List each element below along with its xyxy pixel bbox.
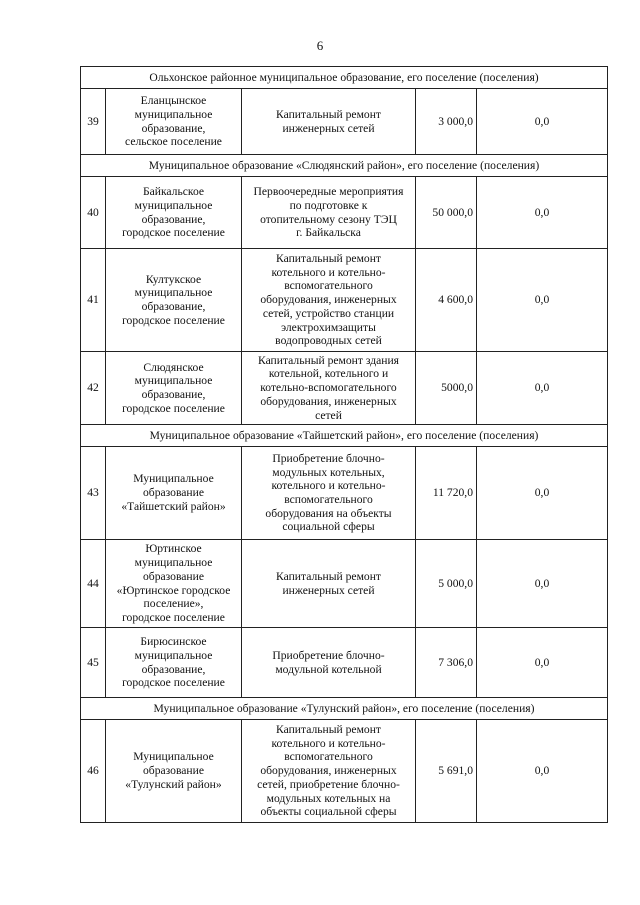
table-row bbox=[81, 177, 608, 249]
municipality-name-line: «Тулунский район» bbox=[125, 777, 222, 791]
table-row bbox=[81, 628, 608, 698]
work-description-line: сетей, устройство станции bbox=[262, 306, 395, 320]
work-description-line: Капитальный ремонт bbox=[276, 107, 381, 121]
value-cell: 0,0 bbox=[477, 89, 608, 155]
work-description bbox=[242, 249, 416, 352]
work-description-line: сетей, приобретение блочно- bbox=[257, 777, 400, 791]
municipality-name-line: образование bbox=[143, 569, 204, 583]
table-row bbox=[81, 720, 608, 823]
municipality-name bbox=[106, 89, 242, 155]
work-description-line: оборудования, инженерных bbox=[260, 764, 397, 778]
work-description-line: объекты социальной сферы bbox=[260, 805, 397, 819]
municipality-name-line: Бирюсинское bbox=[140, 635, 207, 649]
value-cell: 0,0 bbox=[477, 177, 608, 249]
section-row bbox=[81, 425, 608, 447]
section-row bbox=[81, 698, 608, 720]
municipality-name bbox=[106, 720, 242, 823]
work-description-line: вспомогательного bbox=[284, 493, 373, 506]
municipality-name bbox=[106, 628, 242, 698]
section-title: Муниципальное образование «Тулунский район», его поселение (поселения) bbox=[81, 698, 608, 720]
amount-cell: 11 720,0 bbox=[416, 447, 477, 540]
work-description bbox=[242, 628, 416, 698]
municipality-name-line: образование, bbox=[141, 121, 206, 135]
section-row bbox=[81, 155, 608, 177]
funding-table bbox=[80, 66, 608, 823]
amount-cell: 5 000,0 bbox=[416, 540, 477, 628]
work-description-line: сетей bbox=[315, 408, 342, 422]
row-number: 39 bbox=[81, 89, 106, 155]
value-cell: 0,0 bbox=[477, 249, 608, 352]
municipality-name bbox=[106, 249, 242, 352]
municipality-name-line: муниципальное bbox=[134, 286, 213, 300]
municipality-name-line: городское поселение bbox=[122, 676, 225, 690]
municipality-name-line: образование, bbox=[141, 662, 206, 676]
municipality-name-line: Муниципальное bbox=[133, 750, 214, 764]
municipality-name-line: Муниципальное bbox=[133, 472, 214, 486]
section-title: Муниципальное образование «Тайшетский район», его поселение (поселения) bbox=[81, 425, 608, 447]
municipality-name-line: сельское поселение bbox=[125, 135, 222, 149]
row-number: 45 bbox=[81, 628, 106, 698]
work-description-line: оборудования на объекты bbox=[265, 506, 392, 520]
work-description-line: г. Байкальска bbox=[296, 226, 361, 240]
municipality-name-line: городское поселение bbox=[122, 610, 225, 624]
municipality-name-line: муниципальное bbox=[134, 648, 213, 662]
municipality-name-line: городское поселение bbox=[122, 401, 225, 415]
work-description bbox=[242, 352, 416, 425]
work-description-line: Капитальный ремонт bbox=[276, 252, 381, 266]
work-description bbox=[242, 177, 416, 249]
work-description-line: модульных котельных на bbox=[266, 791, 391, 805]
work-description-line: Капитальный ремонт bbox=[276, 569, 381, 583]
work-description-line: оборудования, инженерных bbox=[260, 293, 397, 307]
municipality-name-line: Еланцынское bbox=[140, 94, 207, 108]
amount-cell: 5000,0 bbox=[416, 352, 477, 425]
municipality-name-line: поселение», bbox=[143, 597, 204, 611]
work-description-line: электрохимзащиты bbox=[281, 320, 376, 334]
work-description bbox=[242, 720, 416, 823]
work-description-line: котельной, котельного и bbox=[268, 367, 389, 381]
table-body bbox=[81, 67, 608, 823]
work-description-line: инженерных сетей bbox=[282, 121, 375, 135]
work-description-line: отопительному сезону ТЭЦ bbox=[260, 212, 397, 226]
work-description bbox=[242, 89, 416, 155]
value-cell: 0,0 bbox=[477, 447, 608, 540]
table-row bbox=[81, 249, 608, 352]
municipality-name-line: Байкальское bbox=[142, 185, 205, 199]
municipality-name-line: «Тайшетский район» bbox=[121, 499, 226, 513]
work-description bbox=[242, 447, 416, 540]
page-number: 6 bbox=[316, 38, 324, 53]
row-number: 44 bbox=[81, 540, 106, 628]
table-row bbox=[81, 447, 608, 540]
municipality-name bbox=[106, 177, 242, 249]
work-description-line: социальной сферы bbox=[282, 520, 375, 534]
work-description-line: котельного и котельно- bbox=[271, 479, 386, 493]
table-row bbox=[81, 540, 608, 628]
work-description bbox=[242, 540, 416, 628]
work-description-line: по подготовке к bbox=[289, 198, 368, 212]
work-description-line: водопроводных сетей bbox=[275, 334, 382, 348]
work-description-line: оборудования, инженерных bbox=[260, 394, 397, 408]
municipality-name-line: образование, bbox=[141, 300, 206, 313]
work-description-line: котельно-вспомогательного bbox=[260, 381, 397, 395]
work-description-line: модульных котельных, bbox=[272, 465, 385, 479]
table-row bbox=[81, 89, 608, 155]
work-description-line: Приобретение блочно- bbox=[272, 451, 385, 465]
row-number: 40 bbox=[81, 177, 106, 249]
municipality-name-line: образование, bbox=[141, 388, 206, 401]
work-description-line: Первоочередные мероприятия bbox=[253, 185, 404, 199]
municipality-name-line: Юртинское bbox=[145, 542, 202, 556]
municipality-name-line: Култукское bbox=[145, 272, 202, 286]
work-description-line: вспомогательного bbox=[284, 279, 373, 293]
municipality-name-line: муниципальное bbox=[134, 107, 213, 121]
value-cell: 0,0 bbox=[477, 540, 608, 628]
municipality-name-line: Слюдянское bbox=[143, 360, 204, 374]
section-title: Ольхонское районное муниципальное образование, его поселение (поселения) bbox=[81, 67, 608, 89]
municipality-name-line: образование, bbox=[141, 212, 206, 226]
amount-cell: 50 000,0 bbox=[416, 177, 477, 249]
row-number: 43 bbox=[81, 447, 106, 540]
value-cell: 0,0 bbox=[477, 628, 608, 698]
amount-cell: 3 000,0 bbox=[416, 89, 477, 155]
municipality-name-line: городское поселение bbox=[122, 226, 225, 240]
municipality-name-line: муниципальное bbox=[134, 556, 213, 570]
municipality-name-line: «Юртинское городское bbox=[116, 583, 231, 597]
work-description-line: вспомогательного bbox=[284, 750, 373, 764]
work-description-line: котельного и котельно- bbox=[271, 265, 386, 279]
municipality-name-line: муниципальное bbox=[134, 198, 213, 212]
municipality-name-line: городское поселение bbox=[122, 313, 225, 327]
municipality-name bbox=[106, 352, 242, 425]
municipality-name-line: образование bbox=[143, 486, 204, 500]
work-description-line: Капитальный ремонт bbox=[276, 723, 381, 737]
work-description-line: модульной котельной bbox=[275, 662, 382, 676]
value-cell: 0,0 bbox=[477, 720, 608, 823]
amount-cell: 5 691,0 bbox=[416, 720, 477, 823]
section-title: Муниципальное образование «Слюдянский район», его поселение (поселения) bbox=[81, 155, 608, 177]
work-description-line: инженерных сетей bbox=[282, 583, 375, 597]
work-description-line: Капитальный ремонт здания bbox=[257, 353, 399, 367]
row-number: 46 bbox=[81, 720, 106, 823]
work-description-line: Приобретение блочно- bbox=[272, 648, 385, 662]
municipality-name bbox=[106, 447, 242, 540]
table-row bbox=[81, 352, 608, 425]
section-row bbox=[81, 67, 608, 89]
work-description-line: котельного и котельно- bbox=[271, 736, 386, 750]
municipality-name-line: образование bbox=[143, 764, 204, 778]
municipality-name bbox=[106, 540, 242, 628]
value-cell: 0,0 bbox=[477, 352, 608, 425]
row-number: 41 bbox=[81, 249, 106, 352]
amount-cell: 4 600,0 bbox=[416, 249, 477, 352]
row-number: 42 bbox=[81, 352, 106, 425]
amount-cell: 7 306,0 bbox=[416, 628, 477, 698]
municipality-name-line: муниципальное bbox=[134, 374, 213, 388]
